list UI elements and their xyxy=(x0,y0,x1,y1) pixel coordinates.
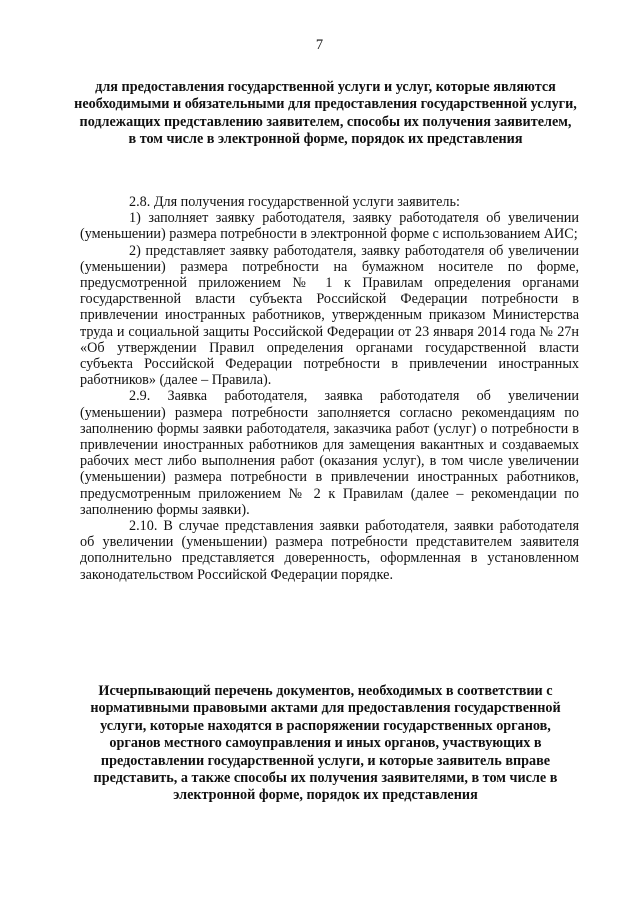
page-number: 7 xyxy=(315,37,324,53)
paragraph-2-9: 2.9. Заявка работодателя, заявка работодателя об увеличении (уменьшении) размера потребности заполняется согласно рекомендациям по заполнению формы заявки работодателя, заказчика работ (услуг) о потребности в привлечении иностранных работников для замещения вакантных и создаваемых рабочих мест либо выполнения работ (оказания услуг), в том числе увеличении (уменьшении) размера потребности в привлечении иностранных работников, предусмотренным приложением № 2 к Правилам (далее – рекомендации по заполнению формы заявки). xyxy=(80,388,579,518)
body-text xyxy=(80,194,579,583)
section-heading-bottom: Исчерпывающий перечень документов, необходимых в соответствии с нормативными правовыми актами для предоставления государственной услуги, которые находятся в распоряжении государственных органов, органов местного самоуправления и иных органов, участвующих в предоставлении государственной услуги, и которые заявитель вправе представить, а также способы их получения заявителями, в том числе в электронной форме, порядок их представления xyxy=(90,683,561,804)
paragraph-item-1: 1) заполняет заявку работодателя, заявку работодателя об увеличении (уменьшении) размера потребности в электронной форме с использованием АИС; xyxy=(80,210,579,243)
paragraph-2-8: 2.8. Для получения государственной услуги заявитель: xyxy=(129,194,460,210)
paragraph-2-10: 2.10. В случае представления заявки работодателя, заявки работодателя об увеличении (уменьшении) размера потребности представителем заявителя дополнительно представляется доверенность, оформленная в установленном законодательством Российской Федерации порядке. xyxy=(80,518,579,583)
paragraph-item-2: 2) представляет заявку работодателя, заявку работодателя об увеличении (уменьшении) размера потребности на бумажном носителе по форме, предусмотренной приложением № 1 к Правилам определения органами государственной власти субъекта Российской Федерации потребности в привлечении иностранных работников, утвержденным приказом Министерства труда и социальной защиты Российской Федерации от 23 января 2014 года № 27н «Об утверждении Правил определения органами государственной власти субъекта Российской Федерации потребности в привлечении иностранных работников» (далее – Правила). xyxy=(80,242,579,389)
section-heading-top: для предоставления государственной услуги и услуг, которые являются необходимыми и обязательными для предоставления государственной услуги, подлежащих представлению заявителем, способы их получения заявителем, в том числе в электронной форме, порядок их представления xyxy=(74,79,577,148)
